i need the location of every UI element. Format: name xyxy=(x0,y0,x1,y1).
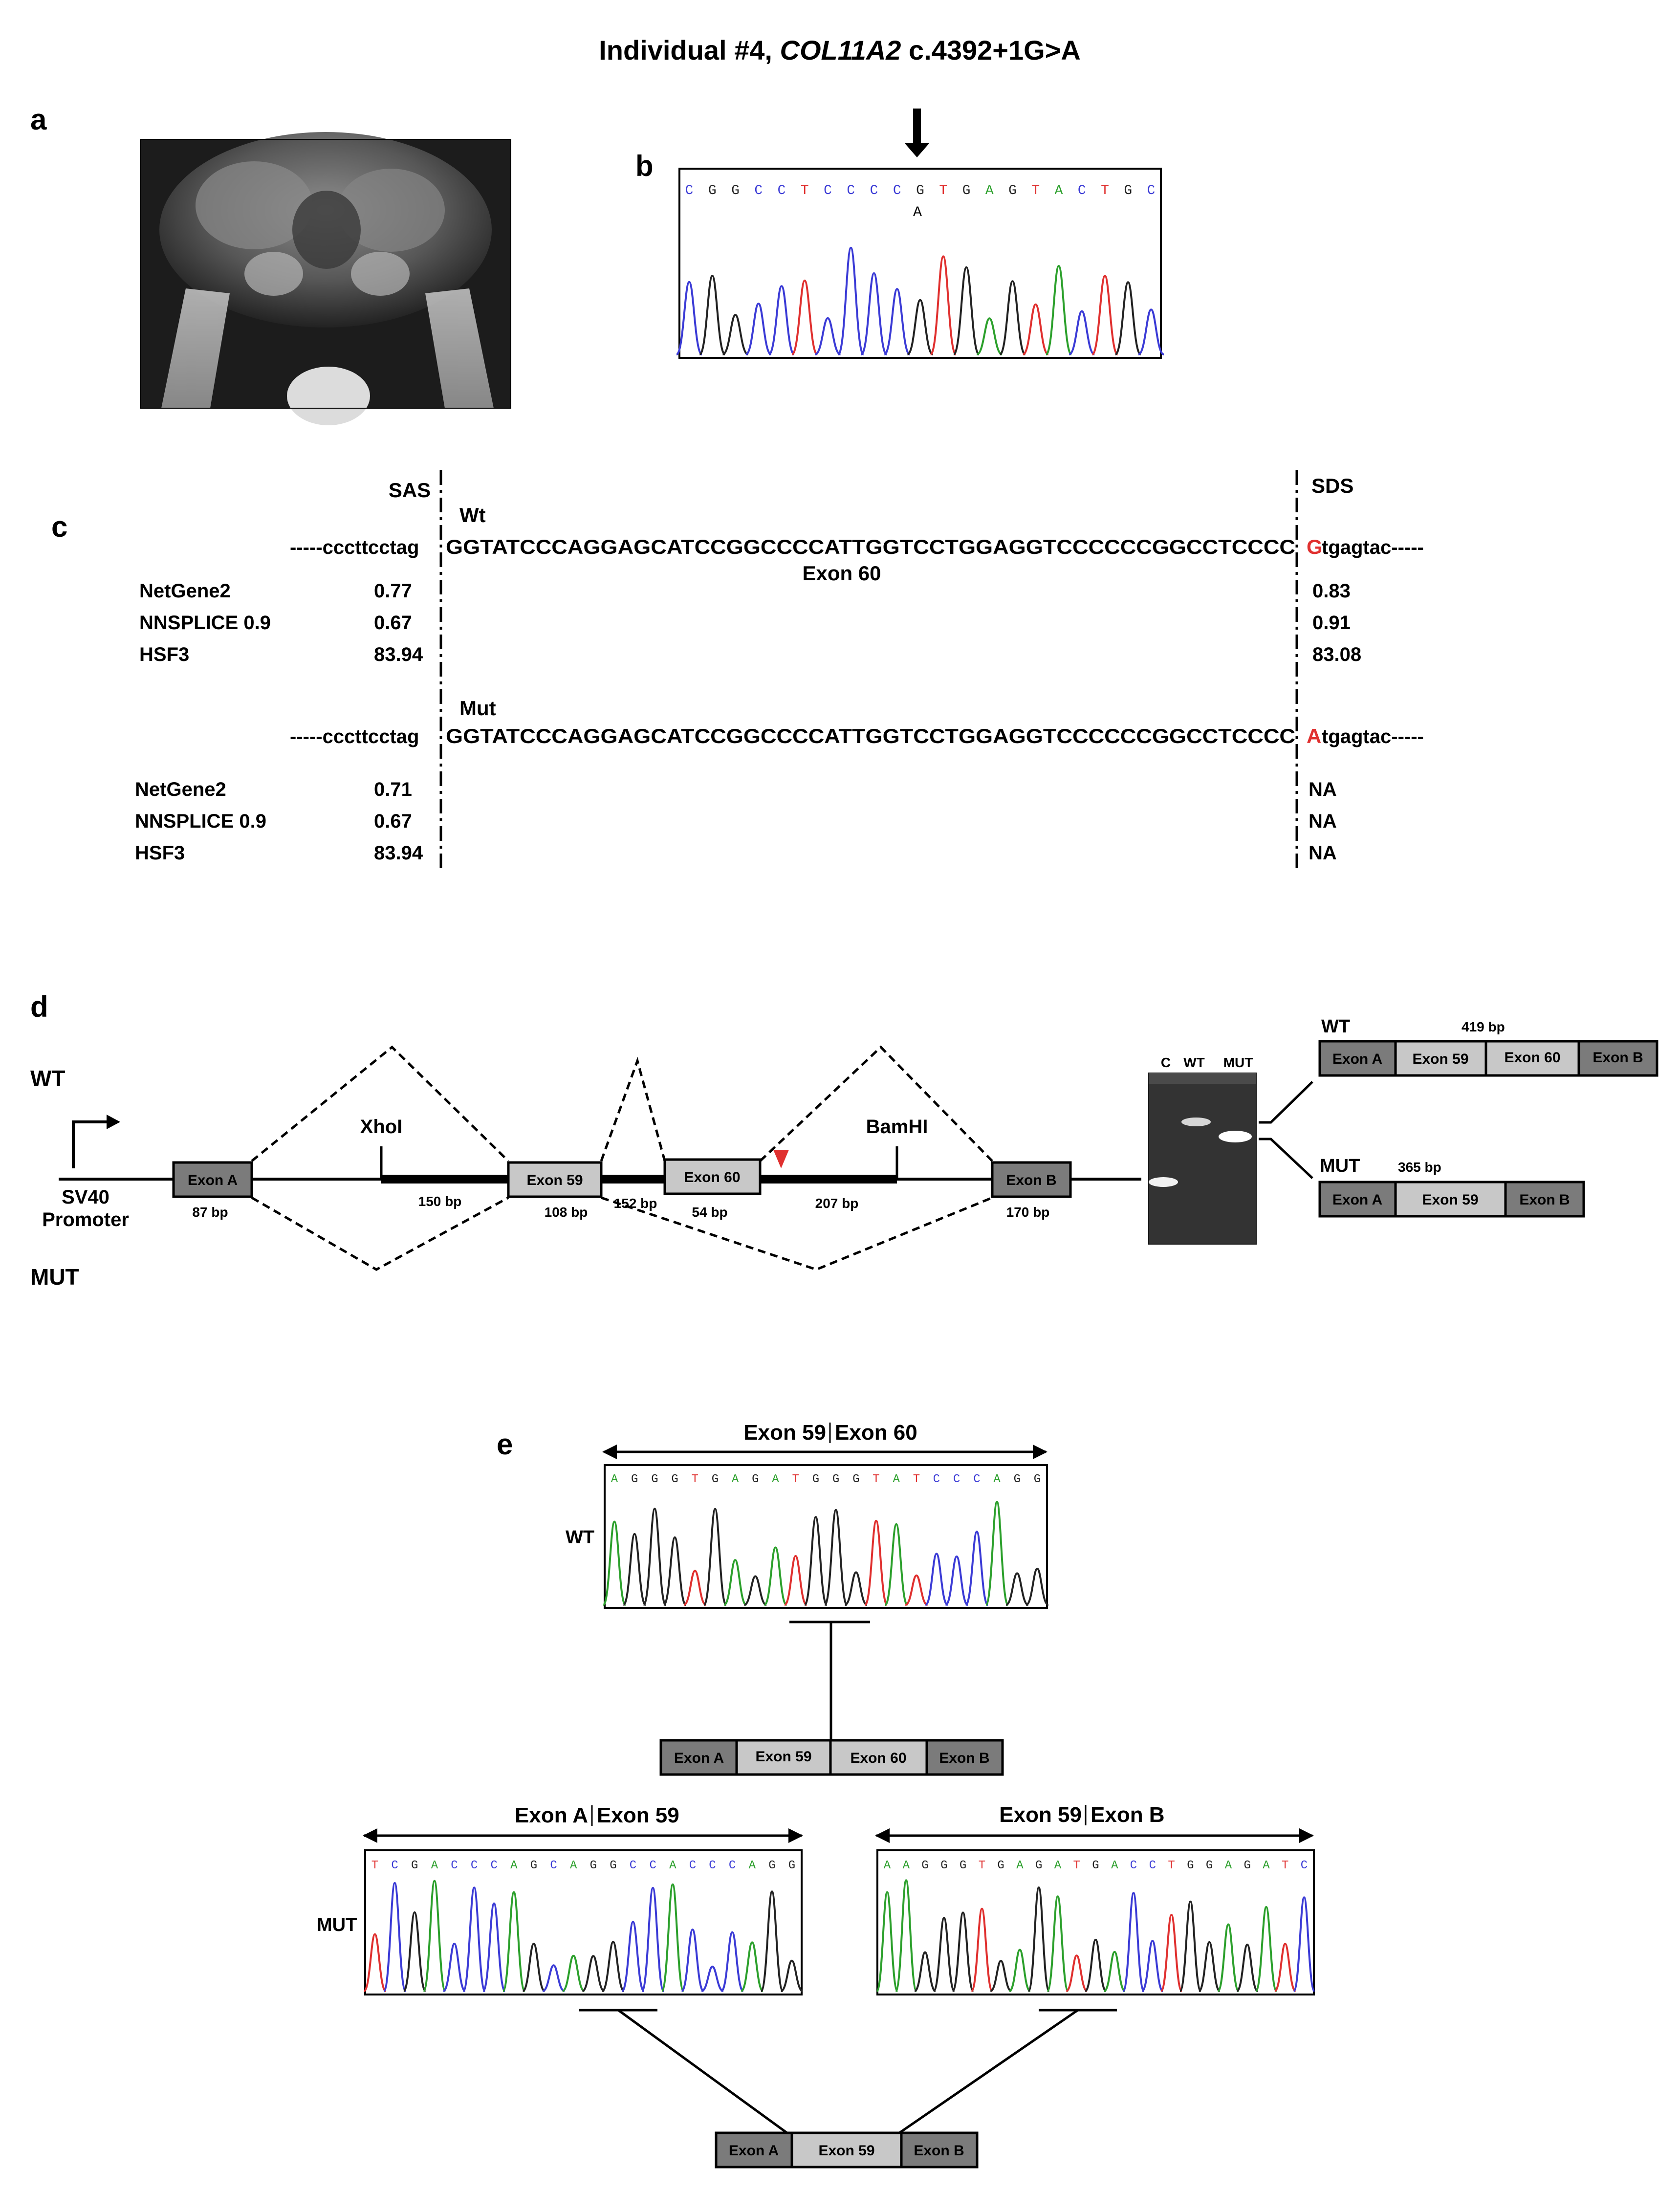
size-exon-b: 170 bp xyxy=(1006,1205,1050,1220)
size-exon-60: 54 bp xyxy=(692,1205,728,1220)
base-call: C xyxy=(689,1859,697,1872)
junction-mut2-left: Exon 59 xyxy=(999,1803,1082,1827)
base-call: C xyxy=(709,1859,716,1872)
base-call: A xyxy=(1054,1859,1062,1872)
base-call: T xyxy=(691,1473,699,1486)
base-call: A xyxy=(902,1859,910,1872)
sds-score: 0.83 xyxy=(1312,580,1351,602)
base-call: G xyxy=(1092,1859,1099,1872)
base-call: G xyxy=(1124,183,1133,198)
mut-intron-left: -----cccttcctag xyxy=(290,726,419,747)
base-call: G xyxy=(832,1473,840,1486)
insert-intron-1 xyxy=(381,1175,508,1184)
base-call: G xyxy=(411,1859,418,1872)
base-call: A xyxy=(1224,1859,1232,1872)
mut-seq-label: Mut xyxy=(459,697,496,720)
sds-score: NA xyxy=(1309,779,1337,800)
base-call: T xyxy=(792,1473,799,1486)
base-call: G xyxy=(940,1859,948,1872)
score-tool-name: NNSPLICE 0.9 xyxy=(139,612,271,634)
score-tool-name: NetGene2 xyxy=(135,779,226,800)
base-call: G xyxy=(916,183,924,198)
base-call: G xyxy=(1187,1859,1194,1872)
base-call: A xyxy=(1111,1859,1118,1872)
transcript-mut-exon-a: Exon A xyxy=(728,2143,779,2159)
agarose-gel xyxy=(1149,1073,1256,1244)
gel-band-control xyxy=(1149,1177,1178,1187)
base-call: A xyxy=(1016,1859,1024,1872)
product-mut-size: 365 bp xyxy=(1398,1160,1441,1175)
base-call: A xyxy=(893,1473,900,1486)
base-call: A xyxy=(883,1859,891,1872)
wt-intron-right: tgagtac----- xyxy=(1322,537,1424,558)
base-call: T xyxy=(1073,1859,1080,1872)
base-call: C xyxy=(1077,183,1086,198)
base-call: G xyxy=(1033,1473,1041,1486)
transcript-wt-exon-b: Exon B xyxy=(939,1750,990,1766)
exon-b-label: Exon B xyxy=(1006,1172,1057,1188)
base-call: G xyxy=(788,1859,796,1872)
product-wt-exon-60: Exon 60 xyxy=(1504,1050,1561,1066)
size-exon-a: 87 bp xyxy=(192,1205,228,1220)
base-call: T xyxy=(800,183,809,198)
base-call: G xyxy=(812,1473,820,1486)
product-mut-exon-59: Exon 59 xyxy=(1422,1192,1479,1208)
exon-59-label: Exon 59 xyxy=(526,1172,583,1188)
product-wt-exon-59: Exon 59 xyxy=(1412,1051,1469,1067)
base-call: C xyxy=(629,1859,637,1872)
promoter-arrow xyxy=(73,1115,120,1168)
base-call: G xyxy=(671,1473,678,1486)
transcript-mut-exon-b: Exon B xyxy=(914,2143,964,2159)
base-call: T xyxy=(1168,1859,1175,1872)
sds-score: 83.08 xyxy=(1312,644,1362,665)
promoter-label: Promoter xyxy=(42,1209,129,1230)
sas-label: SAS xyxy=(388,479,431,502)
base-call: T xyxy=(1101,183,1109,198)
base-call: C xyxy=(550,1859,557,1872)
base-call: G xyxy=(589,1859,597,1872)
base-call: G xyxy=(711,1473,719,1486)
wt-exon-sequence: GGTATCCCAGGAGCATCCGGCCCCATTGGTCCTGGAGGTCCCCCCGGCCTCCCC xyxy=(446,535,1295,558)
base-call: G xyxy=(852,1473,860,1486)
base-call: G xyxy=(997,1859,1004,1872)
size-intron-1: 150 bp xyxy=(418,1194,462,1209)
score-tool-name: HSF3 xyxy=(139,644,190,665)
base-call: T xyxy=(939,183,948,198)
base-call: G xyxy=(708,183,717,198)
sds-score: NA xyxy=(1309,811,1337,832)
score-tool-name: HSF3 xyxy=(135,842,185,864)
base-call: G xyxy=(631,1473,638,1486)
score-tool-name: NNSPLICE 0.9 xyxy=(135,811,266,832)
sds-label: SDS xyxy=(1311,474,1354,497)
xray-image xyxy=(140,132,511,425)
base-call: C xyxy=(649,1859,656,1872)
gel-lane-label: WT xyxy=(1183,1055,1205,1070)
product-wt-exon-b: Exon B xyxy=(1593,1050,1643,1066)
sas-score: 0.71 xyxy=(374,779,412,800)
base-call: G xyxy=(530,1859,538,1872)
base-call: A xyxy=(431,1859,438,1872)
base-call: G xyxy=(752,1473,759,1486)
base-call: G xyxy=(1008,183,1017,198)
base-call: G xyxy=(1205,1859,1213,1872)
base-call: T xyxy=(978,1859,986,1872)
panel-label-b: b xyxy=(635,150,654,182)
base-call: C xyxy=(470,1859,478,1872)
size-intron-3: 207 bp xyxy=(815,1196,859,1211)
gel-lane-label: C xyxy=(1160,1055,1171,1070)
gel-band-wt xyxy=(1181,1118,1211,1126)
base-call: T xyxy=(1031,183,1040,198)
panel-label-d: d xyxy=(30,990,48,1023)
mut-intron-right: tgagtac----- xyxy=(1322,726,1424,747)
score-tool-name: NetGene2 xyxy=(139,580,231,602)
base-call: A xyxy=(985,183,994,198)
wt-changed-base: G xyxy=(1307,535,1323,558)
panel-label-c: c xyxy=(51,510,68,543)
base-call: C xyxy=(754,183,763,198)
transcript-mut-exon-59: Exon 59 xyxy=(818,2143,875,2159)
wt-score-table xyxy=(139,580,1361,665)
sas-score: 0.77 xyxy=(374,580,412,602)
base-call: C xyxy=(391,1859,398,1872)
wt-intron-left: -----cccttcctag xyxy=(290,537,419,558)
insert-intron-2 xyxy=(601,1175,665,1184)
wt-seq-label: Wt xyxy=(459,504,486,526)
panel-label-a: a xyxy=(30,103,47,136)
base-call: G xyxy=(921,1859,929,1872)
exon-60-label: Exon 60 xyxy=(802,562,881,585)
trace-wt-label: WT xyxy=(566,1527,595,1548)
base-call: T xyxy=(873,1473,880,1486)
exon-a-label: Exon A xyxy=(187,1172,238,1188)
base-call: G xyxy=(610,1859,617,1872)
base-call: C xyxy=(1300,1859,1308,1872)
base-call: C xyxy=(933,1473,940,1486)
junction-mut1-left: Exon A xyxy=(515,1803,588,1827)
sas-score: 83.94 xyxy=(374,644,423,665)
insert-intron-3 xyxy=(760,1175,897,1184)
product-mut-label: MUT xyxy=(1320,1156,1360,1176)
base-call: G xyxy=(962,183,971,198)
base-call: G xyxy=(1013,1473,1021,1486)
connector-mut2 xyxy=(899,2010,1078,2133)
base-call: C xyxy=(893,183,901,198)
minigene-mut-label: MUT xyxy=(30,1264,79,1290)
base-call: G xyxy=(1035,1859,1043,1872)
base-call: C xyxy=(953,1473,960,1486)
product-wt-exon-a: Exon A xyxy=(1332,1051,1383,1067)
mutant-base-label: A xyxy=(913,204,922,221)
junction-wt-right: Exon 60 xyxy=(835,1421,917,1445)
base-call: T xyxy=(913,1473,920,1486)
base-call: C xyxy=(1149,1859,1156,1872)
base-call: A xyxy=(1054,183,1063,198)
base-call: A xyxy=(510,1859,518,1872)
base-call: C xyxy=(685,183,694,198)
sds-score: 0.91 xyxy=(1312,612,1351,634)
base-call: C xyxy=(451,1859,458,1872)
base-call: A xyxy=(772,1473,779,1486)
base-call: C xyxy=(1147,183,1156,198)
base-call: A xyxy=(569,1859,577,1872)
gel-connectors xyxy=(1259,1082,1312,1178)
mut-exon-sequence: GGTATCCCAGGAGCATCCGGCCCCATTGGTCCTGGAGGTCCCCCCGGCCTCCCC xyxy=(446,724,1295,747)
product-mut-exon-a: Exon A xyxy=(1332,1192,1383,1208)
base-call: A xyxy=(993,1473,1001,1486)
product-wt-size: 419 bp xyxy=(1462,1019,1505,1034)
base-call: G xyxy=(1244,1859,1251,1872)
sds-score: NA xyxy=(1309,842,1337,864)
base-call: G xyxy=(768,1859,776,1872)
gel-band-mut xyxy=(1219,1131,1252,1142)
junction-wt-left: Exon 59 xyxy=(743,1421,826,1445)
base-call: T xyxy=(1281,1859,1289,1872)
connector-mut1 xyxy=(618,2010,787,2133)
base-call: G xyxy=(731,183,740,198)
transcript-wt-exon-59: Exon 59 xyxy=(755,1749,812,1765)
transcript-wt-exon-60: Exon 60 xyxy=(850,1750,907,1766)
base-call: G xyxy=(651,1473,658,1486)
mutation-arrow xyxy=(904,109,930,157)
sas-score: 0.67 xyxy=(374,612,412,634)
trace-mut-label: MUT xyxy=(317,1915,357,1935)
chromatogram-e-wt xyxy=(605,1465,1047,1608)
base-call: C xyxy=(728,1859,736,1872)
xhoi-label: XhoI xyxy=(360,1116,403,1138)
splicing-paths xyxy=(252,1047,992,1270)
base-call: C xyxy=(824,183,832,198)
mutation-marker xyxy=(773,1150,789,1168)
size-intron-2: 152 bp xyxy=(613,1196,657,1211)
exon-60-label: Exon 60 xyxy=(684,1169,741,1185)
bamhi-label: BamHI xyxy=(866,1116,928,1138)
mut-score-table xyxy=(135,779,1337,864)
minigene-wt-label: WT xyxy=(30,1066,65,1091)
base-call: C xyxy=(870,183,878,198)
base-call: A xyxy=(1263,1859,1270,1872)
base-call: A xyxy=(611,1473,618,1486)
gel-lane-label: MUT xyxy=(1223,1055,1253,1070)
mut-changed-base: A xyxy=(1307,724,1322,747)
junction-mut1-right: Exon 59 xyxy=(597,1803,679,1827)
base-call: G xyxy=(959,1859,967,1872)
base-call: C xyxy=(847,183,855,198)
sas-score: 83.94 xyxy=(374,842,423,864)
size-exon-59: 108 bp xyxy=(544,1205,588,1220)
sas-score: 0.67 xyxy=(374,811,412,832)
promoter-label: SV40 xyxy=(62,1186,109,1208)
product-wt-label: WT xyxy=(1321,1016,1351,1037)
base-call: A xyxy=(731,1473,739,1486)
base-call: C xyxy=(490,1859,498,1872)
panel-label-e: e xyxy=(497,1428,513,1461)
figure-title: Individual #4, COL11A2 c.4392+1G>A xyxy=(599,35,1081,66)
base-call: C xyxy=(777,183,786,198)
base-call: A xyxy=(669,1859,676,1872)
chromatogram-b-bases xyxy=(685,183,1156,198)
base-call: C xyxy=(1130,1859,1137,1872)
base-call: A xyxy=(748,1859,756,1872)
junction-mut2-right: Exon B xyxy=(1091,1803,1165,1827)
base-call: T xyxy=(371,1859,379,1872)
product-mut-exon-b: Exon B xyxy=(1519,1192,1570,1208)
base-call: C xyxy=(973,1473,981,1486)
transcript-wt-exon-a: Exon A xyxy=(674,1750,724,1766)
chromatogram-e-mut2-bases xyxy=(884,1859,1308,1872)
